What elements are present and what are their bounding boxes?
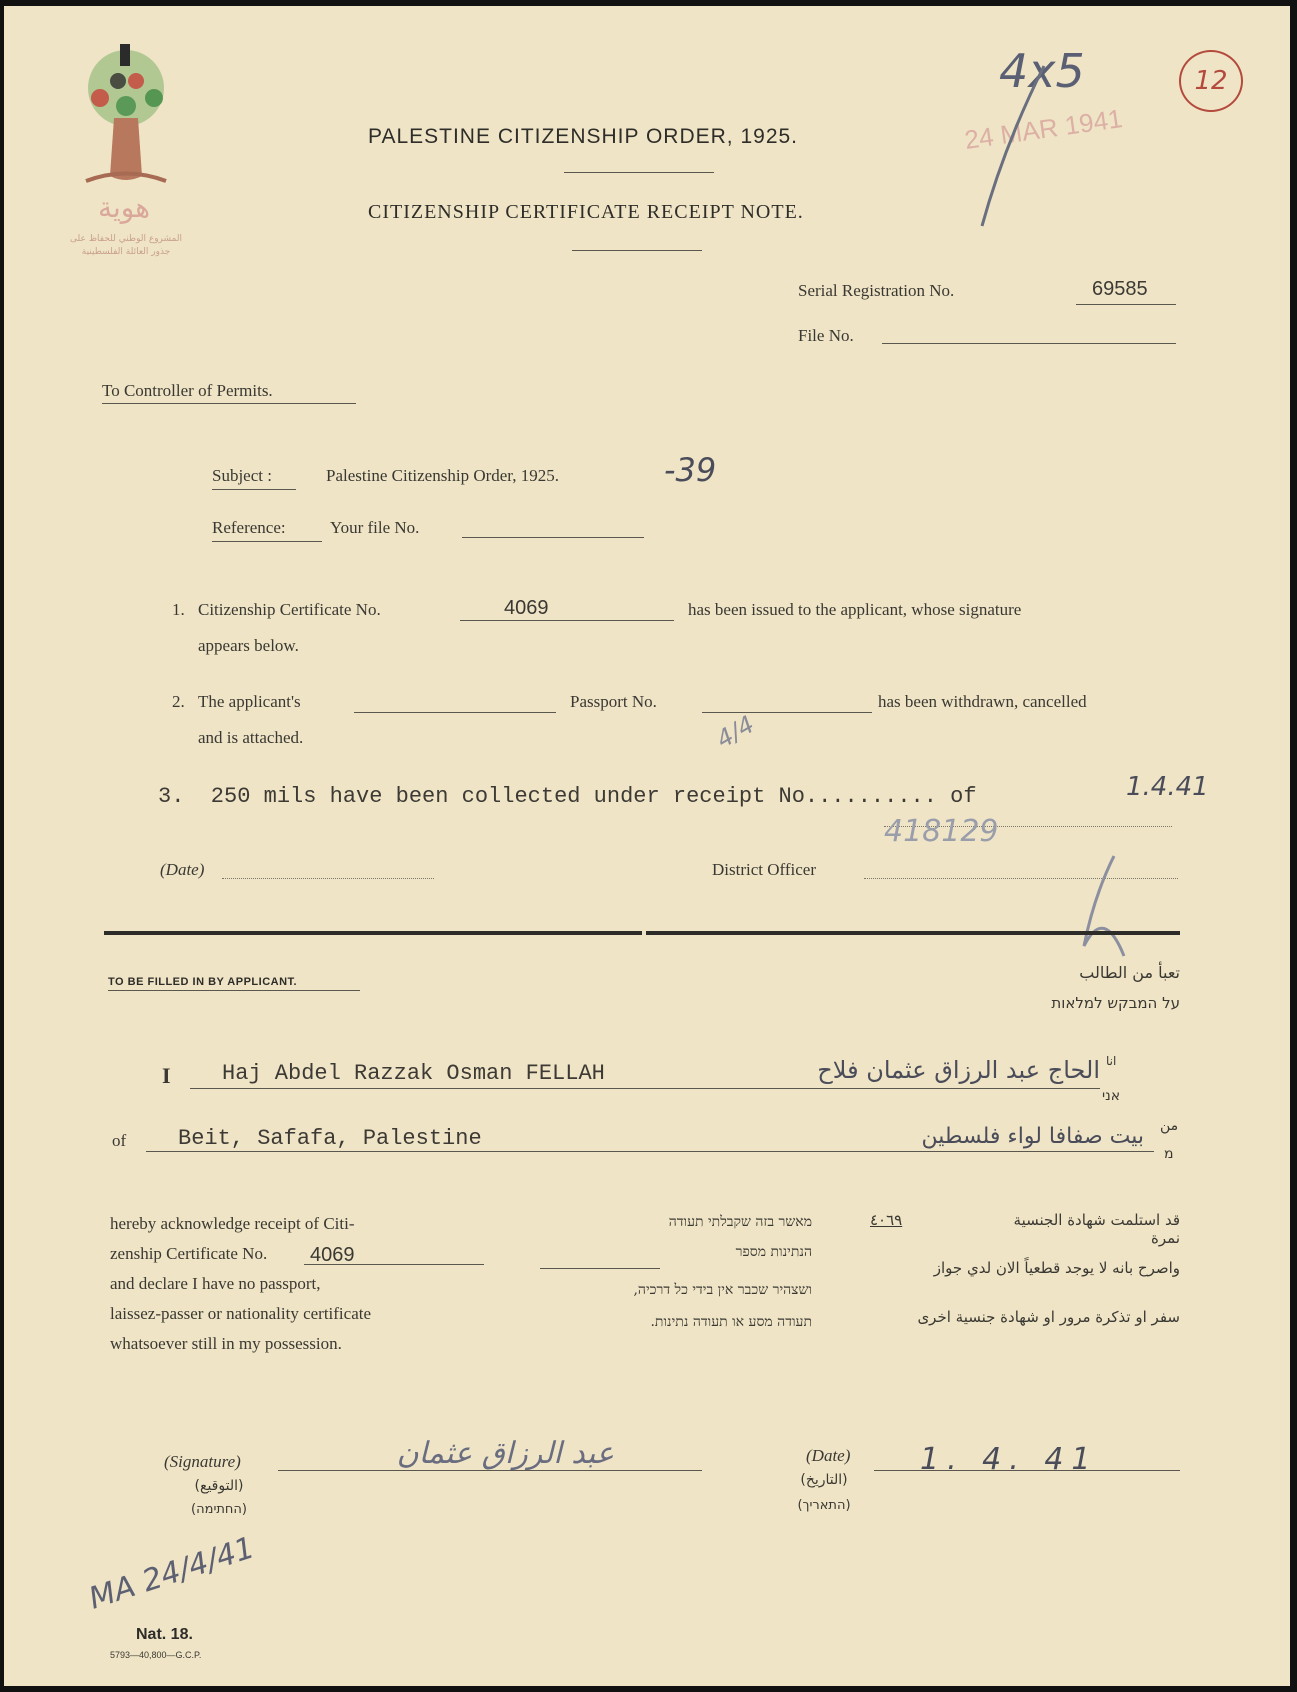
logo-caption-1: المشروع الوطني للحفاظ على [69,234,182,244]
item1-text-a: Citizenship Certificate No. [198,600,381,619]
circled-number-text: 12 [1194,66,1228,96]
file-line [882,343,1176,344]
circled-number [1179,50,1243,112]
file-label: File No. [798,326,854,345]
applicant-i-label: I [162,1063,171,1088]
declaration-en-3: and declare I have no passport, [110,1274,321,1293]
print-line: 5793—40,800—G.C.P. [110,1650,202,1660]
reference-line [462,537,644,538]
margin-note: 4/4 [711,710,760,754]
item1-number: 1. [172,600,185,619]
item1-cert-number: 4069 [504,597,549,619]
applicant-label-hebrew: על המבקש למלאות [1051,994,1180,1012]
applicant-place-line [146,1151,1154,1152]
declaration-en-1: hereby acknowledge receipt of Citi- [110,1214,355,1233]
applicant-signature: عبد الرزاق عثمان [396,1436,614,1471]
signature-line [278,1470,702,1471]
declaration-he-2: הנתינות מספר [735,1244,812,1260]
signature-label-he: (החתימה) [191,1502,247,1517]
item3-date: 1.4.41 [1126,772,1209,802]
reference-value: Your file No. [330,518,420,537]
applicant-of-label: of [112,1131,127,1150]
officer-signature-icon [1054,846,1144,966]
serial-line [1076,304,1176,305]
declaration-ar-cert: ٤٠٦٩ [870,1211,903,1229]
item2-text-c: has been withdrawn, cancelled [878,692,1087,711]
item1-text-c: appears below. [198,636,299,655]
officer-date-line [222,878,434,879]
item1-text-b: has been issued to the applicant, whose signature [688,600,1022,619]
applicant-place: Beit, Safafa, Palestine [178,1126,482,1151]
declaration-ar-1: قد استلمت شهادة الجنسية نمرة [1013,1211,1180,1247]
logo-wordmark: هوية [98,191,151,224]
applicant-section-label: TO BE FILLED IN BY APPLICANT. [108,976,298,988]
sig-date-line [874,1470,1180,1471]
subject-label-underline [212,489,296,490]
declaration-en-4: laissez-passer or nationality certificate [110,1304,372,1323]
section-divider-right [646,931,1180,935]
applicant-place-arabic: بيت صفافا لواء فلسطين [921,1124,1144,1149]
applicant-of-arabic: من [1160,1118,1179,1134]
item2-text-d: and is attached. [198,728,304,747]
signature-label-ar: (التوقيع) [194,1478,244,1494]
item2-passport-line [702,712,872,713]
applicant-label-underline [108,990,360,991]
stamp-date: 24 MAR 1941 [962,103,1125,155]
applicant-of-hebrew: מ [1164,1146,1174,1162]
addressee-underline [102,403,356,404]
signature-label-en: (Signature) [164,1452,241,1471]
district-officer-label: District Officer [712,860,817,879]
applicant-i-hebrew: אני [1102,1088,1121,1104]
reference-label-underline [212,541,322,542]
subject-value: Palestine Citizenship Order, 1925. [326,466,560,485]
applicant-name-line [190,1088,1100,1089]
sig-date-label-en: (Date) [806,1446,851,1465]
declaration-ar-3: سفر او تذكرة مرور او شهادة جنسية اخرى [917,1308,1180,1326]
serial-label: Serial Registration No. [798,281,955,300]
addressee: To Controller of Permits. [102,381,273,400]
declaration-en-2: zenship Certificate No. [110,1244,268,1263]
section-divider-left [104,931,642,935]
item2-text-b: Passport No. [570,692,657,711]
serial-value: 69585 [1092,278,1148,300]
declaration-he-3: ושצהיר שכבר אין בידי כל דרכיה, [633,1282,812,1298]
subtitle-divider [572,250,702,251]
applicant-i-arabic: انا [1106,1054,1117,1068]
receipt-hand-number: 418129 [884,814,999,849]
form-code: Nat. 18. [136,1626,193,1643]
reference-label: Reference: [212,518,286,537]
logo [66,26,186,266]
initials-annotation: MA 24/4/41 [84,1530,259,1617]
sig-date-label-he: (התאריך) [797,1498,851,1513]
declaration-he-1: מאשר בזה שקבלתי תעודה [668,1214,812,1230]
declaration-en-cert-line [304,1264,484,1265]
sig-date-label-ar: (التاريخ) [800,1472,848,1488]
document-title: PALESTINE CITIZENSHIP ORDER, 1925. [368,125,799,148]
declaration-he-cert-line [540,1268,660,1269]
top-scribble: 4x5 [999,44,1085,98]
document-page [4,6,1290,1686]
item3-text: 3. 250 mils have been collected under receipt No.......... of [158,784,977,809]
sig-date-value: 1. 4. 41 [920,1442,1099,1477]
tree-logo-icon [66,26,186,196]
item2-text-a: The applicant's [198,692,301,711]
title-divider [564,172,714,173]
slash-mark-icon [964,56,1054,236]
item1-cert-line [460,620,674,621]
officer-date-label: (Date) [160,860,205,879]
declaration-he-4: תעודה מסע או תעודה נתינות. [650,1314,812,1330]
applicant-name: Haj Abdel Razzak Osman FELLAH [222,1061,605,1086]
subject-suffix: -39 [664,451,717,489]
item2-number: 2. [172,692,185,711]
declaration-en-5: whatsoever still in my possession. [110,1334,342,1353]
item2-applicant-line [354,712,556,713]
document-subtitle: CITIZENSHIP CERTIFICATE RECEIPT NOTE. [368,201,804,223]
applicant-label-arabic: تعبأ من الطالب [1079,963,1180,982]
declaration-ar-2: واصرح بانه لا يوجد قطعياً الان لدي جواز [933,1259,1180,1277]
declaration-en-cert: 4069 [310,1244,355,1266]
logo-caption-2: جذور العائلة الفلسطينية [81,247,171,257]
subject-label: Subject : [212,466,272,485]
applicant-name-arabic: الحاج عبد الرزاق عثمان فلاح [817,1056,1100,1084]
